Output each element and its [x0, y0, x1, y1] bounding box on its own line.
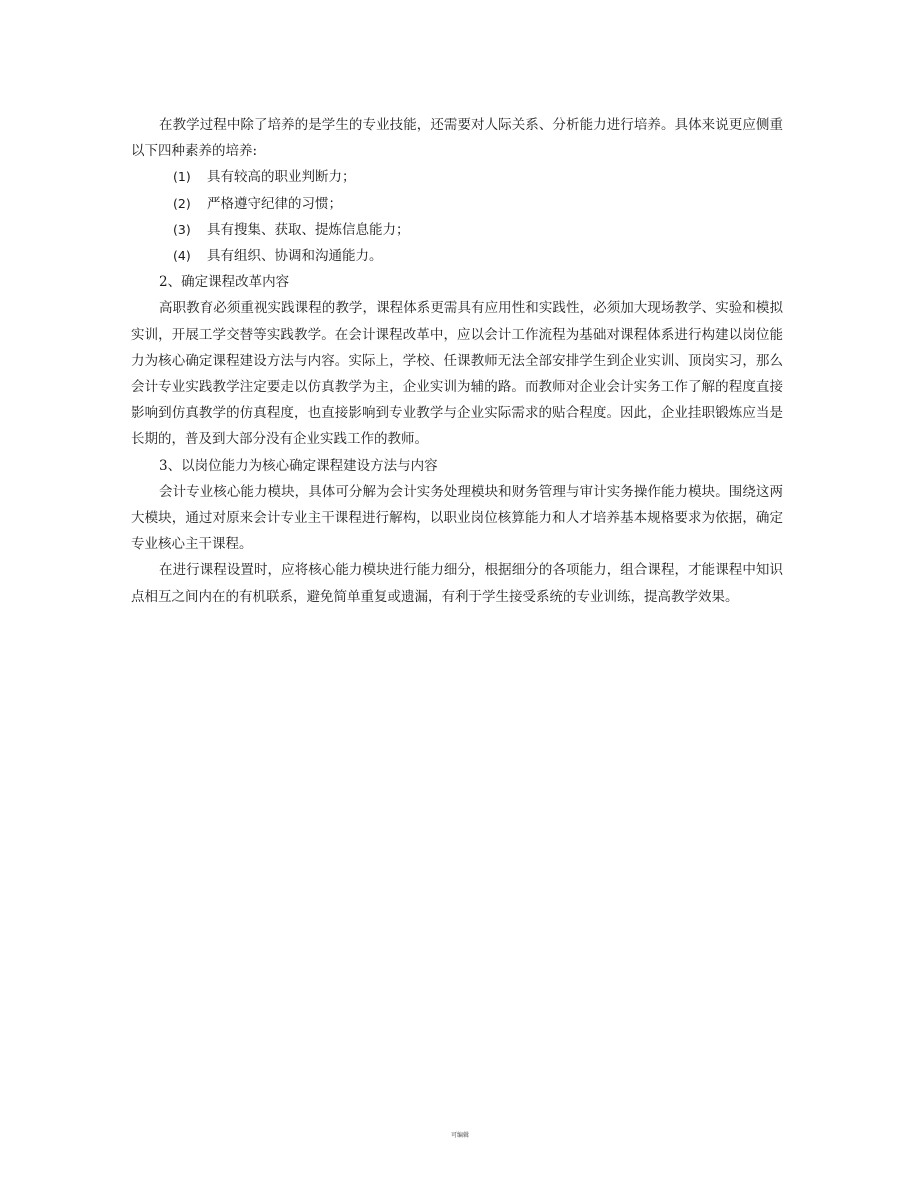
- skill-number: (4): [173, 248, 191, 264]
- section-3-paragraph-1: 会计专业核心能力模块，具体可分解为会计实务处理模块和财务管理与审计实务操作能力模块。围绕这两大模块，通过对原来会计专业主干课程进行解构，以职业岗位核算能力和人才培养基本规格要求为依据，确定专业核心主干课程。: [131, 483, 783, 553]
- skill-item-4: [131, 243, 783, 269]
- footer-editable-label: 可编辑: [450, 1132, 469, 1139]
- skill-number: (1): [173, 169, 191, 185]
- skill-number: (2): [173, 195, 191, 211]
- skill-item-1: [131, 164, 783, 190]
- section-3-heading: 3、以岗位能力为核心确定课程建设方法与内容: [159, 457, 438, 474]
- section-2-paragraph: 高职教育必须重视实践课程的教学，课程体系更需具有应用性和实践性，必须加大现场教学、实验和模拟实训，开展工学交替等实践教学。在会计课程改革中，应以会计工作流程为基础对课程体系进行构建以岗位能力为核心确定课程建设方法与内容。实际上，学校、任课教师无法全部安排学生到企业实训、顶岗实习，那么会计专业实践教学注定要走以仿真教学为主，企业实训为辅的路。而教师对企业会计实务工作了解的程度直接影响到仿真教学的仿真程度，也直接影响到专业教学与企业实际需求的贴合程度。因此，企业挂职锻炼应当是长期的，普及到大部分没有企业实践工作的教师。: [131, 300, 783, 448]
- section-2-heading: 2、确定课程改革内容: [159, 274, 290, 291]
- skill-text: 具有较高的职业判断力；: [207, 169, 356, 186]
- skill-text: 严格遵守纪律的习惯；: [207, 195, 342, 212]
- skill-item-3: [131, 217, 783, 243]
- skill-text: 具有组织、协调和沟通能力。: [207, 248, 383, 265]
- intro-paragraph: 在教学过程中除了培养的是学生的专业技能，还需要对人际关系、分析能力进行培养。具体来说更应侧重以下四种素养的培养:: [131, 117, 783, 160]
- skill-number: (3): [173, 221, 191, 237]
- skill-item-2: [131, 191, 783, 217]
- section-3-paragraph-2: 在进行课程设置时，应将核心能力模块进行能力细分，根据细分的各项能力，组合课程，才能课程中知识点相互之间内在的有机联系，避免简单重复或遗漏，有利于学生接受系统的专业训练，提高教学效果。: [131, 562, 783, 605]
- document-body: [131, 112, 783, 610]
- skill-text: 具有搜集、获取、提炼信息能力；: [207, 221, 410, 238]
